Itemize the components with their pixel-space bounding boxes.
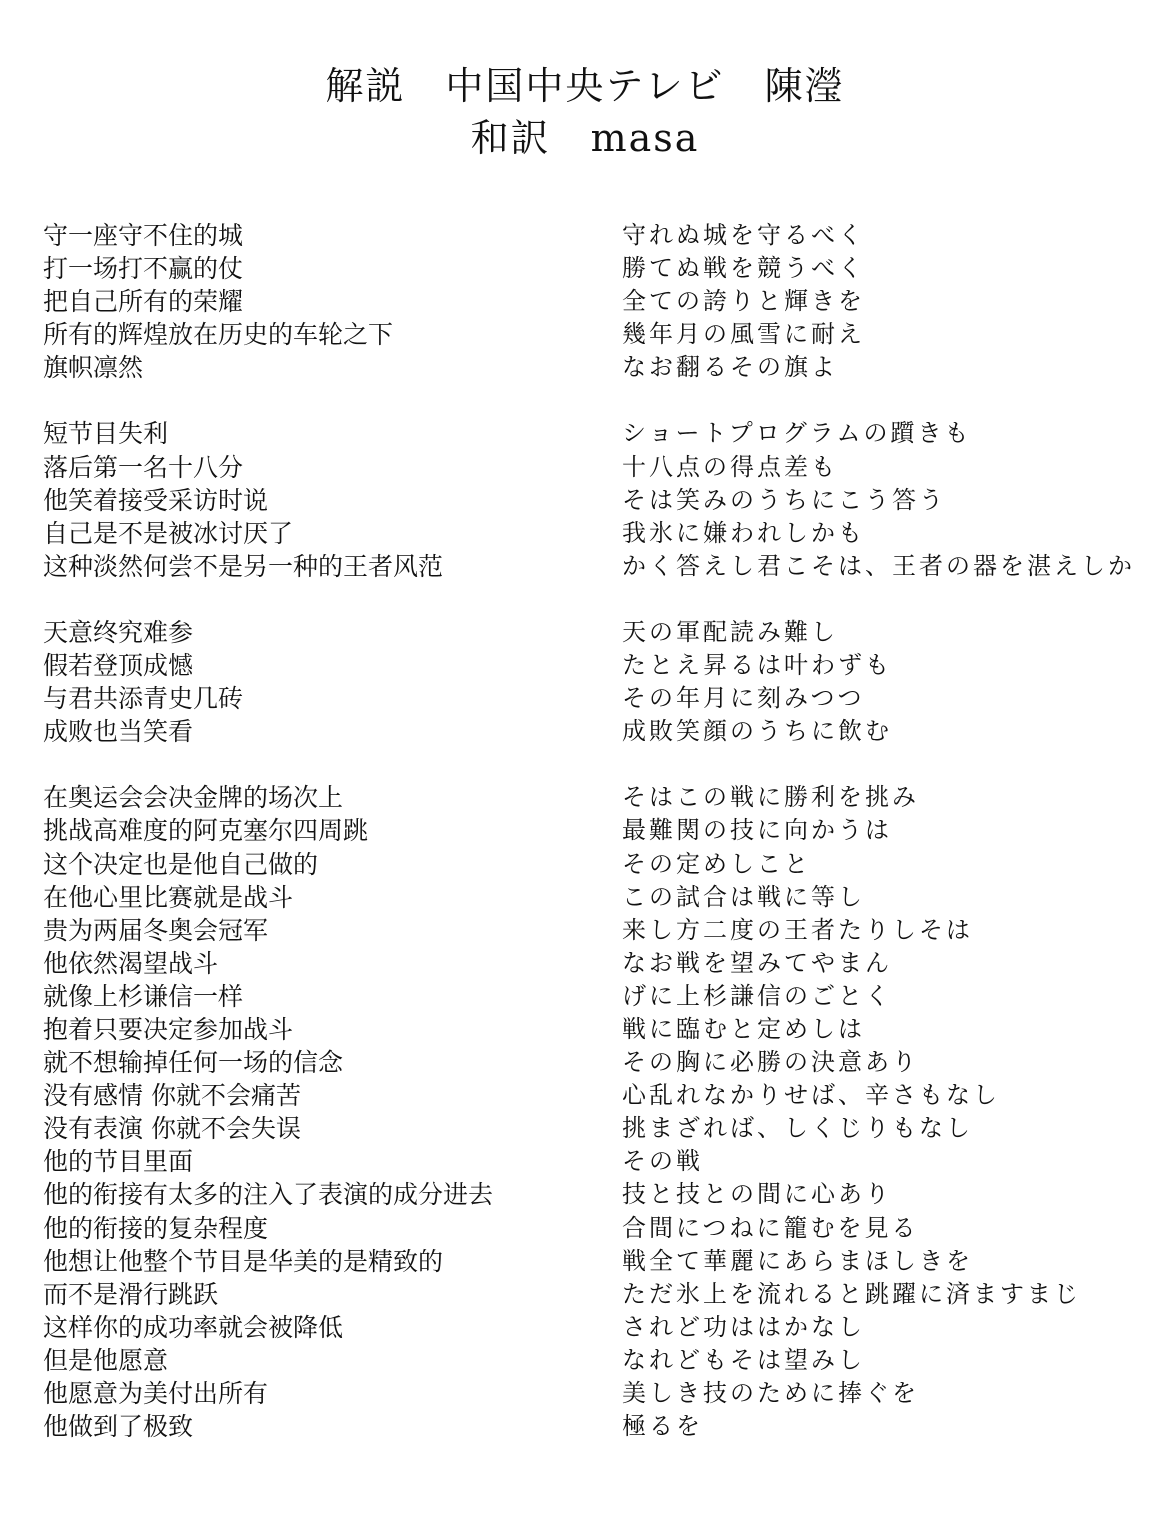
japanese-line: その定めしこと (622, 849, 811, 878)
stanza-4 (622, 781, 1162, 1443)
japanese-line: 戦に臨むと定めしは (622, 1014, 865, 1043)
chinese-line: 这样你的成功率就会被降低 (43, 1312, 344, 1342)
header-commentary-credit: 解説 中国中央テレビ 陳瀅 (325, 64, 845, 108)
stanza-2 (43, 417, 583, 582)
japanese-line: ショートプログラムの躓きも (622, 419, 972, 448)
japanese-line: げに上杉謙信のごとく (622, 981, 892, 1010)
japanese-line: 天の軍配読み難し (622, 617, 838, 646)
japanese-line: なお戦を望みてやまん (622, 948, 892, 977)
japanese-line: 来し方二度の王者たりしそは (622, 915, 973, 944)
japanese-line: かく答えし君こそは、王者の器を湛えしか (622, 551, 1135, 580)
chinese-line: 他的衔接的复杂程度 (43, 1213, 269, 1243)
japanese-line: 全ての誇りと輝きを (622, 287, 865, 316)
japanese-line: 勝てぬ戦を競うべく (622, 254, 865, 283)
chinese-line: 与君共添青史几砖 (43, 684, 244, 714)
japanese-line: そは笑みのうちにこう答う (622, 485, 946, 514)
japanese-line: されど功ははかなし (622, 1312, 865, 1341)
japanese-line: 心乱れなかりせば、辛さもなし (622, 1081, 1000, 1110)
chinese-original-column (43, 219, 583, 1476)
chinese-line: 在奥运会会决金牌的场次上 (43, 783, 344, 813)
japanese-translation-column (622, 219, 1162, 1476)
chinese-line: 而不是滑行跳跃 (43, 1279, 219, 1309)
chinese-line: 旗帜凛然 (43, 353, 144, 383)
chinese-line: 这个决定也是他自己做的 (43, 849, 319, 879)
chinese-line: 天意终究难参 (43, 617, 194, 647)
japanese-line: この試合は戦に等し (622, 882, 865, 911)
japanese-line: 極るを (622, 1412, 703, 1441)
stanza-1 (43, 219, 583, 384)
chinese-line: 他愿意为美付出所有 (43, 1379, 269, 1408)
stanza-3 (622, 616, 1162, 748)
chinese-line: 就像上杉谦信一样 (43, 981, 244, 1011)
chinese-line: 所有的辉煌放在历史的车轮之下 (43, 320, 394, 350)
chinese-line: 成败也当笑看 (43, 717, 194, 747)
chinese-line: 就不想输掉任何一场的信念 (43, 1048, 344, 1078)
japanese-line: 技と技との間に心あり (622, 1180, 892, 1209)
stanza-4 (43, 781, 583, 1443)
chinese-line: 抱着只要决定参加战斗 (43, 1014, 294, 1044)
chinese-line: 但是他愿意 (43, 1345, 169, 1375)
chinese-line: 自己是不是被冰讨厌了 (43, 518, 294, 548)
japanese-line: その年月に刻みつつ (622, 684, 865, 713)
stanza-2 (622, 417, 1162, 582)
japanese-line: なれどもそは望みし (622, 1345, 865, 1374)
chinese-line: 短节目失利 (43, 419, 169, 449)
japanese-line: その戦 (622, 1147, 703, 1176)
japanese-line: なお翻るその旗よ (622, 353, 838, 382)
chinese-line: 贵为两届冬奥会冠军 (43, 915, 269, 945)
japanese-line: 最難関の技に向かうは (622, 816, 892, 845)
japanese-line: たとえ昇るは叶わずも (622, 651, 892, 680)
chinese-line: 挑战高难度的阿克塞尔四周跳 (43, 816, 369, 846)
header-translation-credit: 和訳 masa (470, 116, 700, 160)
page-header (0, 60, 1170, 164)
japanese-line: 挑まざれば、しくじりもなし (622, 1114, 973, 1143)
japanese-line: 成敗笑顔のうちに飲む (622, 717, 892, 746)
chinese-line: 他依然渴望战斗 (43, 948, 219, 978)
chinese-line: 他想让他整个节目是华美的是精致的 (43, 1246, 444, 1276)
japanese-line: 戦全て華麗にあらまほしきを (622, 1246, 973, 1275)
chinese-line: 守一座守不住的城 (43, 221, 244, 250)
chinese-line: 假若登顶成憾 (43, 651, 194, 681)
japanese-line: そはこの戦に勝利を挑み (622, 783, 919, 812)
japanese-line: 幾年月の風雪に耐え (622, 320, 865, 349)
chinese-line: 这种淡然何尝不是另一种的王者风范 (43, 551, 444, 581)
chinese-line: 落后第一名十八分 (43, 452, 244, 482)
chinese-line: 他做到了极致 (43, 1412, 194, 1442)
japanese-line: 我氷に嫌われしかも (622, 518, 865, 547)
chinese-line: 没有表演 你就不会失误 (43, 1114, 301, 1144)
japanese-line: その胸に必勝の決意あり (622, 1048, 919, 1077)
japanese-line: 美しき技のために捧ぐを (622, 1379, 919, 1407)
japanese-line: 守れぬ城を守るべく (622, 221, 865, 249)
chinese-line: 把自己所有的荣耀 (43, 287, 244, 317)
stanza-1 (622, 219, 1162, 384)
chinese-line: 他的节目里面 (43, 1147, 194, 1177)
chinese-line: 没有感情 你就不会痛苦 (43, 1081, 301, 1111)
japanese-line: 合間につねに籠むを見る (622, 1213, 919, 1242)
chinese-line: 他笑着接受采访时说 (43, 485, 269, 515)
chinese-line: 他的衔接有太多的注入了表演的成分进去 (43, 1180, 494, 1210)
stanza-3 (43, 616, 583, 748)
chinese-line: 打一场打不赢的仗 (43, 254, 244, 284)
japanese-line: 十八点の得点差も (622, 452, 838, 481)
japanese-line: ただ氷上を流れると跳躍に済ますまじ (622, 1279, 1081, 1308)
chinese-line: 在他心里比赛就是战斗 (43, 882, 294, 912)
